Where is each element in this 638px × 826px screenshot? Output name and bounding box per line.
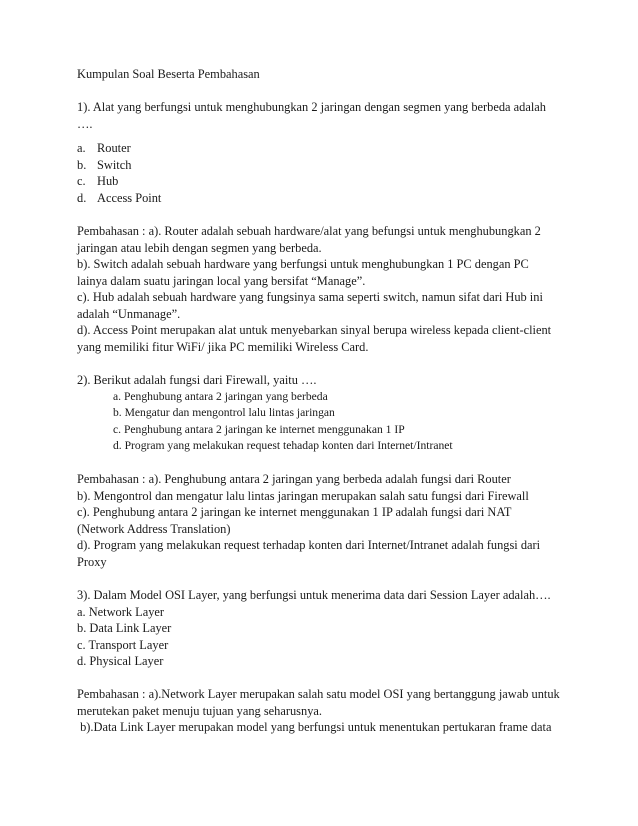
q1-explanation-line: adalah “Unmanage”. bbox=[77, 307, 181, 321]
document-title: Kumpulan Soal Beserta Pembahasan bbox=[77, 67, 260, 81]
q2-explanation-line: d). Program yang melakukan request terhadap konten dari Internet/Intranet adalah fungsi dari bbox=[77, 538, 541, 552]
q2-option-d: d. Program yang melakukan request tehadap konten dari Internet/Intranet bbox=[113, 439, 453, 452]
q1-option-d bbox=[77, 190, 161, 206]
q1-explanation-line: b). Switch adalah sebuah hardware yang berfungsi untuk menghubungkan 1 PC dengan PC bbox=[77, 257, 529, 271]
q1-explanation-line: yang memiliki fitur WiFi/ jika PC memiliki Wireless Card. bbox=[77, 340, 369, 354]
q2-option-c: c. Penghubung antara 2 jaringan ke internet menggunakan 1 IP bbox=[113, 423, 405, 436]
q1-explanation-line: d). Access Point merupakan alat untuk menyebarkan sinyal berupa wireless kepada client-client bbox=[77, 323, 552, 337]
q2-question: 2). Berikut adalah fungsi dari Firewall, yaitu …. bbox=[77, 373, 317, 387]
option-text: Access Point bbox=[97, 191, 162, 205]
q3-explanation-line: merutekan paket menuju tujuan yang seharusnya. bbox=[77, 704, 322, 718]
option-text: Switch bbox=[97, 158, 132, 172]
q1-explanation-line: lainya dalam suatu jaringan local yang bersifat “Manage”. bbox=[77, 274, 366, 288]
q1-question-line-1: 1). Alat yang berfungsi untuk menghubungkan 2 jaringan dengan segmen yang berbeda adalah bbox=[77, 100, 546, 114]
option-letter: d. bbox=[77, 191, 87, 205]
q2-option-a: a. Penghubung antara 2 jaringan yang berbeda bbox=[113, 390, 328, 403]
q3-option-d: d. Physical Layer bbox=[77, 654, 164, 668]
option-text: Hub bbox=[97, 174, 119, 188]
option-letter: b. bbox=[77, 158, 87, 172]
q2-explanation-line: (Network Address Translation) bbox=[77, 522, 231, 536]
q1-explanation-line: Pembahasan : a). Router adalah sebuah hardware/alat yang befungsi untuk menghubungkan 2 bbox=[77, 224, 541, 238]
q1-explanation-line: c). Hub adalah sebuah hardware yang fungsinya sama seperti switch, namun sifat dari Hub ini bbox=[77, 290, 543, 304]
option-letter: a. bbox=[77, 141, 86, 155]
q1-option-c bbox=[77, 173, 118, 189]
q2-explanation-line: b). Mengontrol dan mengatur lalu lintas jaringan merupakan salah satu fungsi dari Firewall bbox=[77, 489, 529, 503]
q1-question-line-2: …. bbox=[77, 117, 93, 131]
q1-option-b bbox=[77, 157, 131, 173]
q3-explanation-line: Pembahasan : a).Network Layer merupakan salah satu model OSI yang bertanggung jawab untuk bbox=[77, 687, 560, 701]
q3-question: 3). Dalam Model OSI Layer, yang berfungsi untuk menerima data dari Session Layer adalah…. bbox=[77, 588, 551, 602]
option-letter: c. bbox=[77, 174, 86, 188]
q2-explanation-line: Proxy bbox=[77, 555, 107, 569]
q1-explanation-line: jaringan atau lebih dengan segmen yang berbeda. bbox=[77, 241, 322, 255]
q3-option-b: b. Data Link Layer bbox=[77, 621, 172, 635]
q2-option-b: b. Mengatur dan mengontrol lalu lintas jaringan bbox=[113, 406, 335, 419]
option-text: Router bbox=[97, 141, 131, 155]
q2-explanation-line: Pembahasan : a). Penghubung antara 2 jaringan yang berbeda adalah fungsi dari Router bbox=[77, 472, 511, 486]
q3-option-a: a. Network Layer bbox=[77, 605, 165, 619]
q2-explanation-line: c). Penghubung antara 2 jaringan ke internet menggunakan 1 IP adalah fungsi dari NAT bbox=[77, 505, 512, 519]
q3-option-c: c. Transport Layer bbox=[77, 638, 169, 652]
q1-option-a bbox=[77, 140, 131, 156]
q3-explanation-line: b).Data Link Layer merupakan model yang berfungsi untuk menentukan pertukaran frame data bbox=[77, 720, 552, 734]
